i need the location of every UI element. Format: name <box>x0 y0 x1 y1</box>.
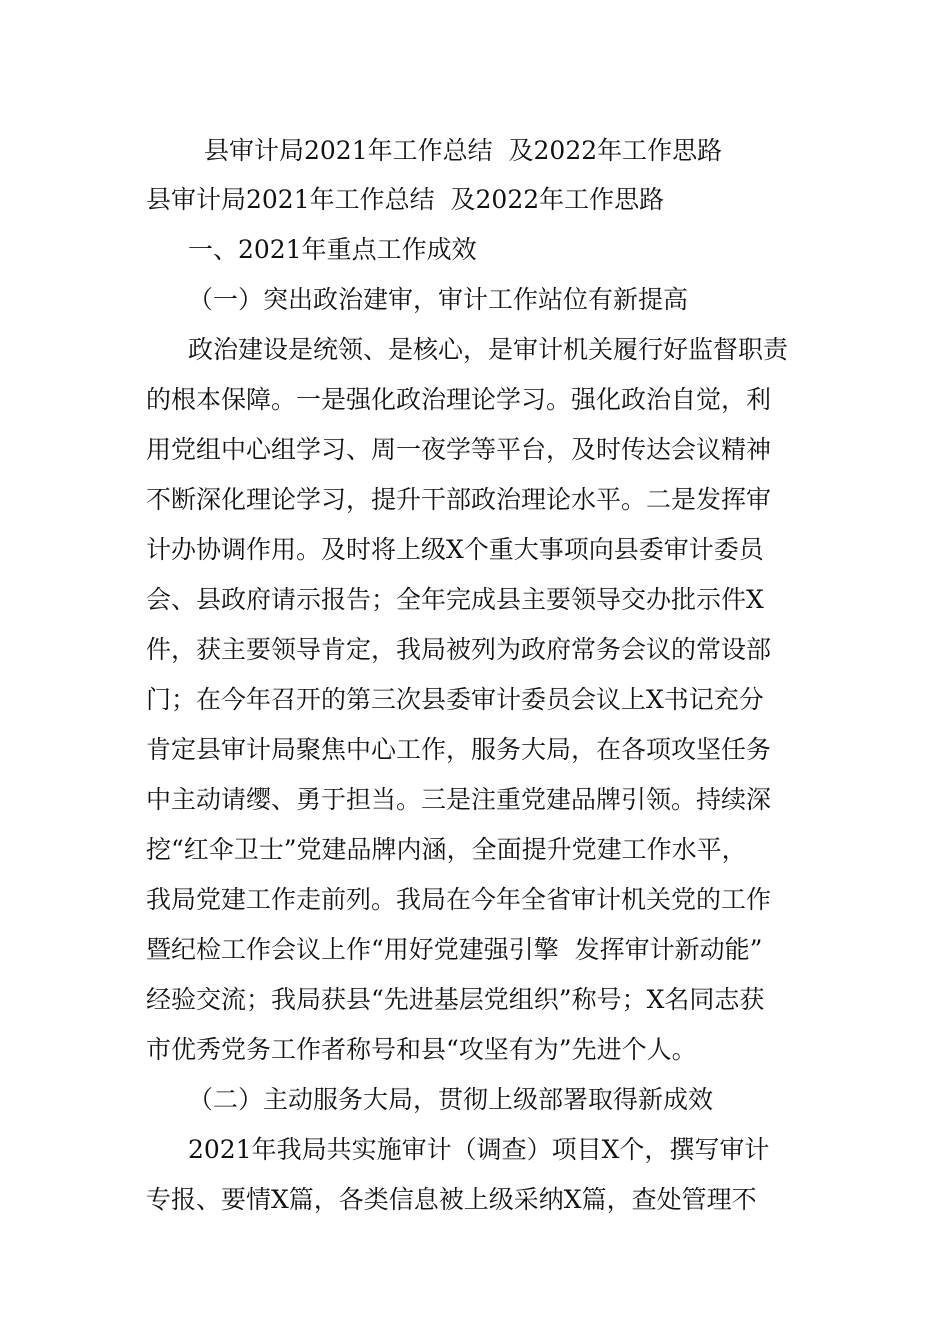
subsection-heading-2: （二）主动服务大局，贯彻上级部署取得新成效 <box>188 1085 714 1114</box>
paragraph-line: 的根本保障。一是强化政治理论学习。强化政治自觉，利 <box>146 385 772 414</box>
paragraph-line: 计办协调作用。及时将上级X个重大事项向县委审计委员 <box>146 535 764 564</box>
paragraph-line: 肯定县审计局聚焦中心工作，服务大局，在各项攻坚任务 <box>146 735 772 764</box>
paragraph-line: 专报、要情X篇，各类信息被上级采纳X篇，查处管理不 <box>146 1185 757 1214</box>
document-title: 县审计局2021年工作总结 及2022年工作思路 <box>146 185 665 214</box>
document-header-title: 县审计局2021年工作总结 及2022年工作思路 <box>204 136 723 165</box>
paragraph-line: 中主动请缨、勇于担当。三是注重党建品牌引领。持续深 <box>146 785 772 814</box>
paragraph-line: 2021年我局共实施审计（调查）项目X个，撰写审计 <box>188 1135 770 1164</box>
section-heading: 一、2021年重点工作成效 <box>188 235 477 264</box>
paragraph-line: 经验交流；我局获县“先进基层党组织”称号；X名同志获 <box>146 985 765 1014</box>
subsection-heading-1: （一）突出政治建审，审计工作站位有新提高 <box>188 285 689 314</box>
paragraph-line: 用党组中心组学习、周一夜学等平台，及时传达会议精神 <box>146 435 772 464</box>
paragraph-line: 政治建设是统领、是核心，是审计机关履行好监督职责 <box>188 335 789 364</box>
paragraph-line: 门；在今年召开的第三次县委审计委员会议上X书记充分 <box>146 685 764 714</box>
paragraph-line: 挖“红伞卫士”党建品牌内涵，全面提升党建工作水平， <box>146 835 747 864</box>
paragraph-line: 市优秀党务工作者称号和县“攻坚有为”先进个人。 <box>146 1035 697 1064</box>
paragraph-line: 我局党建工作走前列。我局在今年全省审计机关党的工作 <box>146 885 772 914</box>
paragraph-line: 件，获主要领导肯定，我局被列为政府常务会议的常设部 <box>146 635 772 664</box>
paragraph-line: 不断深化理论学习，提升干部政治理论水平。二是发挥审 <box>146 485 772 514</box>
paragraph-line: 会、县政府请示报告；全年完成县主要领导交办批示件X <box>146 585 764 614</box>
paragraph-line: 暨纪检工作会议上作“用好党建强引擎 发挥审计新动能” <box>146 935 763 964</box>
